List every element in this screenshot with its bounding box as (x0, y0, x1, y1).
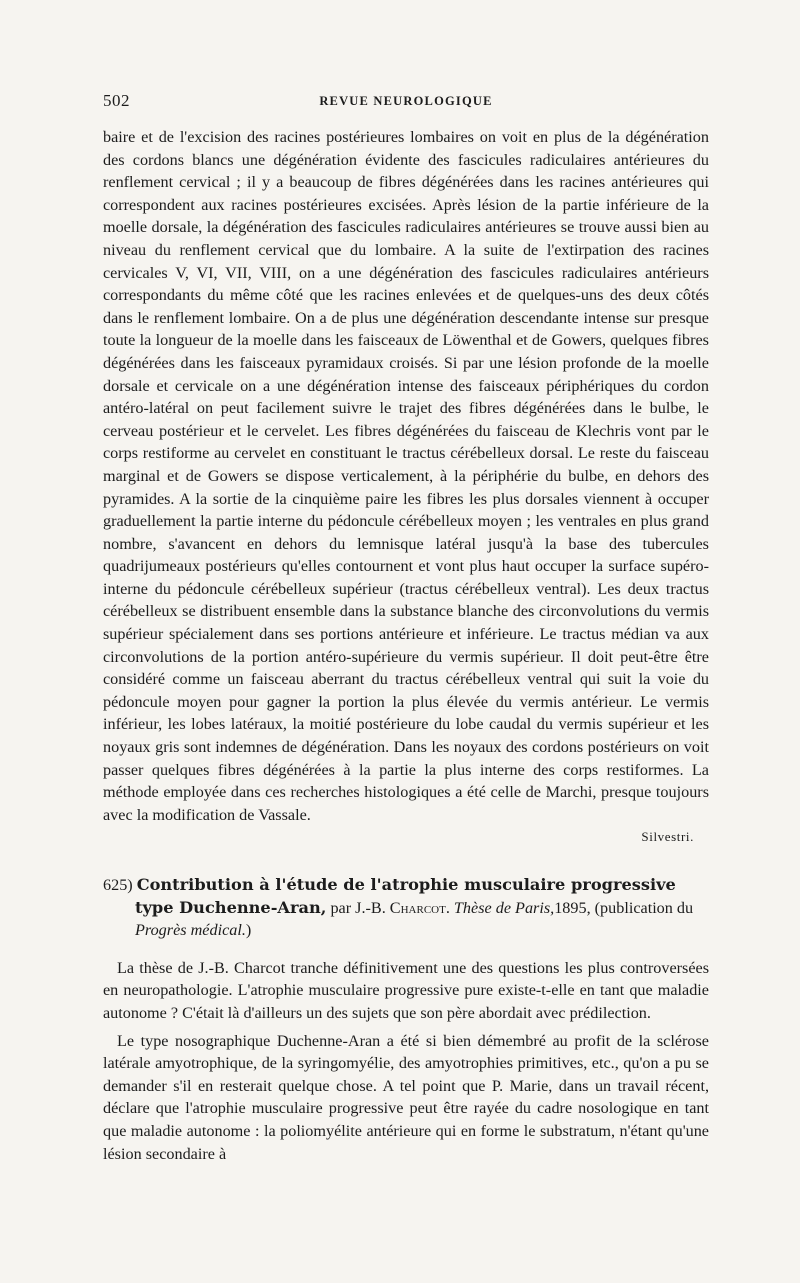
entry-publication: (publication du (594, 898, 694, 917)
abstract-signature: Silvestri. (641, 829, 694, 845)
entry-year: 1895, (554, 898, 591, 917)
continuation-paragraph: baire et de l'excision des racines postérieures lombaires on voit en plus de la dégénération des cordons blancs une dégénération évidente des fascicules radiculaires antérieures du renflement cervical ; il y a beaucoup de fibres dégénérées dans les racines antérieures qui correspondent aux racines postérieures excisées. Après lésion de la partie inférieure de la moelle dorsale, la dégénération des fascicules radiculaires antérieures se trouve aussi bien au niveau du renflement cervical que du lombaire. A la suite de l'extirpation des racines cervicales V, VI, VII, VIII, on a une dégénération des fascicules radiculaires antérieurs correspondants du même côté que les racines enlevées et de quelques-uns des deux côtés dans le renflement lombaire. On a de plus une dégénération descendante intense sur presque toute la longueur de la moelle dans les faisceaux de Löwenthal et de Gowers, quelques fibres dégénérées dans les faisceaux pyramidaux croisés. Si par une lésion profonde de la moelle dorsale et cervicale on a une dégénération intense des faisceaux périphériques du cordon antéro-latéral on peut facilement suivre le trajet des fibres dégénérées dans le bulbe, le cerveau postérieur et le cervelet. Les fibres dégénérées du faisceau de Klechris vont par le corps restiforme au cervelet en constituant le tractus cérébelleux dorsal. Le reste du faisceau marginal et de Gowers se dispose verticalement, à la périphérie du bulbe, en dehors des pyramides. A la sortie de la cinquième paire les fibres les plus dorsales viennent à occuper graduellement la partie interne du pédoncule cérébelleux moyen ; les ventrales en plus grand nombre, s'avancent en dehors du lemnisque latéral jusqu'à la base des tubercules quadrijumeaux postérieurs qu'elles contournent et vont plus haut occuper la surface supéro-interne du pédoncule cérébelleux supérieur (tractus cérébelleux ventral). Les deux tractus cérébelleux se distribuent ensemble dans la substance blanche des circonvolutions du vermis supérieur spécialement dans ses portions antérieure et inférieure. Le tractus médian va aux circonvolutions de la portion antéro-supérieure du vermis supérieur. Il doit peut-être être considéré comme un faisceau aberrant du tractus cérébelleux ventral qui suit la voie du pédoncule moyen pour gagner la portion la plus élevée du vermis antérieur. Le vermis inférieur, les lobes latéraux, la moitié postérieure du lobe caudal du vermis supérieur et les noyaux gris sont indemnes de dégénération. Dans les noyaux des cordons postérieurs on voit passer quelques fibres dégénérées à la partie la plus interne des corps restiformes. La méthode employée dans ces recherches histologiques a été celle de Marchi, presque toujours avec la modification de Vassale. (103, 128, 709, 824)
page-number: 502 (103, 91, 130, 110)
abstract-text (103, 957, 709, 1165)
entry-author: Charcot. (389, 898, 450, 917)
entry-journal: Progrès médical. (135, 921, 246, 940)
page-header (103, 91, 709, 113)
abstract-paragraph-1: La thèse de J.-B. Charcot tranche définitivement une des questions les plus controversées en neuropathologie. L'atrophie musculaire progressive pure existe-t-elle en tant que maladie autonome ? C'était là d'ailleurs un des sujets que son père abordait avec prédilection. (103, 958, 709, 1022)
entry-number: 625) (103, 876, 133, 894)
entry-by: par J.-B. (330, 898, 386, 917)
running-head: REVUE NEUROLOGIQUE (319, 94, 493, 108)
entry-thesis: Thèse de Paris, (453, 898, 555, 917)
abstract-paragraph-2: Le type nosographique Duchenne-Aran a été si bien démembré au profit de la sclérose latérale amyotrophique, de la syringomyélie, des amyotrophies primitives, etc., qu'on a pu se demander s'il en resterait quelque chose. A tel point que P. Marie, dans un travail récent, déclare que l'atrophie musculaire progressive peut être rayée du cadre nosologique en tant que maladie autonome : la poliomyélite antérieure qui en forme le substratum, n'étant qu'une lésion secondaire à (103, 1031, 709, 1163)
page-body (103, 126, 709, 1165)
bibliographic-entry (103, 874, 709, 942)
entry-publication-close: ) (245, 921, 252, 940)
entry-title: Contribution à l'étude de l'atrophie musculaire progressive type Duchenne-Aran, (135, 875, 676, 917)
